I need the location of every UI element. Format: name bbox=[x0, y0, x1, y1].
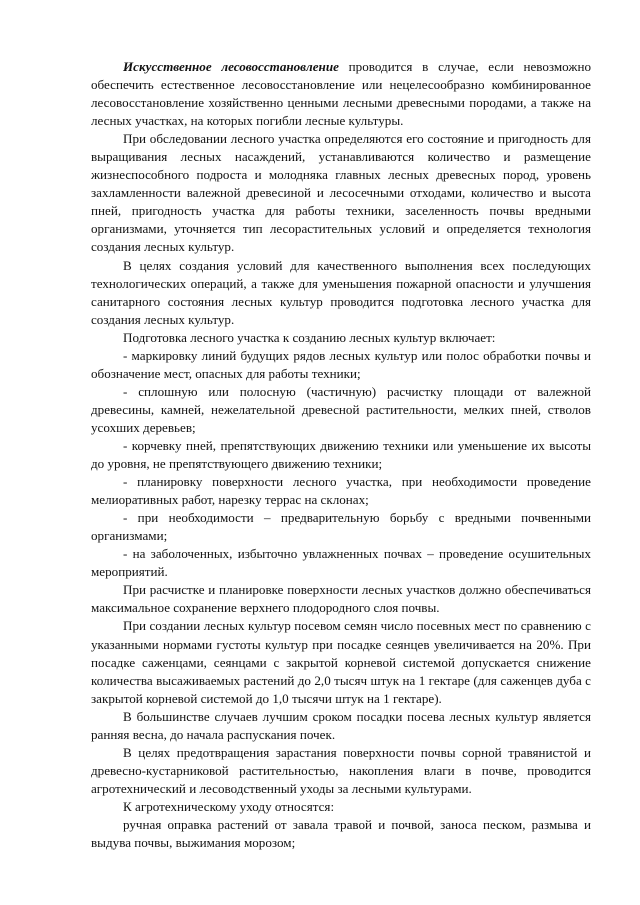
paragraph-intro bbox=[91, 58, 591, 130]
paragraph-text: проводится в случае, если невозможно обеспечить естественное лесовосстановление или нецелесообразно комбинированное лесовосстановление хозяйственно ценными лесными древесными породами, а также на лесных участках, на которых погибли лесные культуры. bbox=[91, 59, 591, 129]
list-item-clearing: - сплошную или полосную (частичную) расчистку площади от валежной древесины, камней, нежелательной древесной растительности, мелких пней, стволов усохших деревьев; bbox=[91, 383, 591, 435]
paragraph-preparation-includes: Подготовка лесного участка к созданию лесных культур включает: bbox=[123, 329, 496, 345]
paragraph-planting-time: В большинстве случаев лучшим сроком посадки посева лесных культур является ранняя весна, до начала распускания почек. bbox=[91, 708, 591, 742]
paragraph-manual-care: ручная оправка растений от завала травой и почвой, заноса песком, размыва и выдува почвы, выжимания морозом; bbox=[91, 816, 591, 851]
list-item-stumping: - корчевку пней, препятствующих движению техники или уменьшение их высоты до уровня, не препятствующего движению техники; bbox=[91, 437, 591, 472]
list-item-drainage: - на заболоченных, избыточно увлажненных почвах – проведение осушительных мероприятий. bbox=[91, 546, 591, 580]
document-page bbox=[91, 58, 591, 852]
list-item-marking: - маркировку линий будущих рядов лесных культур или полос обработки почвы и обозначение мест, опасных для работы техники; bbox=[91, 347, 591, 381]
paragraph-seeding-density: При создании лесных культур посевом семян число посевных мест по сравнению с указанными нормами густоты культур при посадке сеянцев увеличивается на 20%. При посадке саженцами, сеянцами с закрытой корневой системой допускается снижение количества высаживаемых растений до 2,0 тысяч штук на 1 гектаре (для саженцев дуба с закрытой корневой системой до 1,0 тысячи штук на 1 гектаре). bbox=[91, 618, 591, 706]
paragraph-survey: При обследовании лесного участка определяются его состояние и пригодность для выращивания лесных насаждений, устанавливаются количество и размещение жизнеспособного подроста и молодняка главных лесных древесных пород, уровень захламленности валежной древесиной и лесосечными отходами, количество и высота пней, пригодность участка для работы техники, заселенность почвы вредными организмами, уточняется тип лесорастительных условий и определяется технология создания лесных культур. bbox=[91, 131, 591, 255]
term-artificial-reforestation: Искусственное лесовосстановление bbox=[123, 59, 339, 74]
paragraph-care-purpose: В целях предотвращения зарастания поверхности почвы сорной травянистой и древесно-кустарниковой растительностью, накопления влаги в почве, проводится агротехнический и лесоводственный уходы за лесными культурами. bbox=[91, 744, 591, 796]
paragraph-topsoil: При расчистке и планировке поверхности лесных участков должно обеспечиваться максимальное сохранение верхнего плодородного слоя почвы. bbox=[91, 582, 591, 616]
paragraph-preparation-purpose: В целях создания условий для качественного выполнения всех последующих технологических операций, а также для уменьшения пожарной опасности и улучшения санитарного состояния лесных культур проводится подготовка лесного участка для создания лесных культур. bbox=[91, 257, 591, 327]
list-item-leveling: - планировку поверхности лесного участка, при необходимости проведение мелиоративных работ, нарезку террас на склонах; bbox=[91, 474, 591, 508]
paragraph-agrotech-care: К агротехническому уходу относятся: bbox=[123, 798, 335, 814]
list-item-pest-control: - при необходимости – предварительную борьбу с вредными почвенными организмами; bbox=[91, 510, 591, 544]
